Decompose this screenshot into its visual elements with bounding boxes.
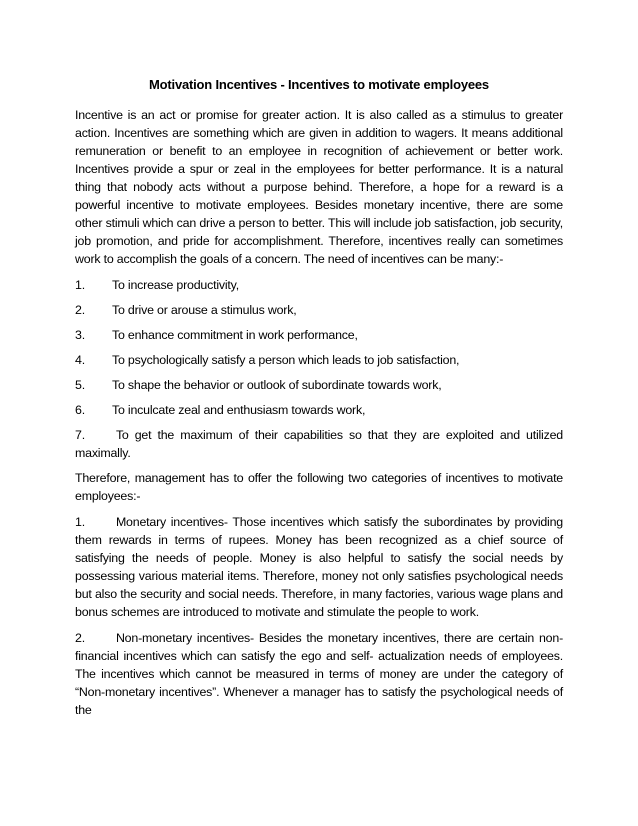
list-item-text: To psychologically satisfy a person which leads to job satisfaction, bbox=[112, 353, 460, 367]
category-number: 2. bbox=[75, 631, 85, 645]
list-item-text: To shape the behavior or outlook of subordinate towards work, bbox=[112, 378, 442, 392]
list-item bbox=[75, 326, 563, 344]
list-item-number: 5. bbox=[75, 378, 85, 392]
intro-paragraph: Incentive is an act or promise for greater action. It is also called as a stimulus to greater action. Incentives are something which are given in addition to wagers. It means additional remuneration or benefit to an employee in recognition of achievement or better work. Incentives provide a spur or zeal in the employees for better performance. It is a natural thing that nobody acts without a purpose behind. Therefore, a hope for a reward is a powerful incentive to motivate employees. Besides monetary incentive, there are some other stimuli which can drive a person to better. This will include job satisfaction, job security, job promotion, and pride for accomplishment. Therefore, incentives really can sometimes work to accomplish the goals of a concern. The need of incentives can be many:- bbox=[75, 108, 563, 266]
category-text: Monetary incentives- Those incentives which satisfy the subordinates by providing them rewards in terms of rupees. Money has been recognized as a chief source of satisfying the needs of people. Money is also helpful to satisfy the social needs by possessing various material items. Therefore, money not only satisfies psychological needs but also the security and social needs. Therefore, in many factories, various wage plans and bonus schemes are introduced to motivate and stimulate the people to work. bbox=[75, 515, 563, 619]
categories-intro-paragraph: Therefore, management has to offer the following two categories of incentives to motivate employees:- bbox=[75, 471, 563, 503]
list-item-number: 2. bbox=[75, 303, 85, 317]
list-item-number: 3. bbox=[75, 328, 85, 342]
list-item bbox=[75, 426, 563, 462]
list-item-text: To increase productivity, bbox=[112, 278, 239, 292]
document-page bbox=[75, 76, 563, 727]
list-item bbox=[75, 401, 563, 419]
category-text: Non-monetary incentives- Besides the monetary incentives, there are certain non-financial incentives which can satisfy the ego and self- actualization needs of employees. The incentives which cannot be measured in terms of money are under the category of “Non-monetary incentives”. Whenever a manager has to satisfy the psychological needs of the bbox=[75, 631, 563, 717]
list-item-text: To drive or arouse a stimulus work, bbox=[112, 303, 297, 317]
document-title: Motivation Incentives - Incentives to motivate employees bbox=[149, 77, 489, 92]
list-item bbox=[75, 376, 563, 394]
list-item-text: To get the maximum of their capabilities so that they are exploited and utilized maximally. bbox=[75, 428, 563, 460]
list-item-number: 1. bbox=[75, 278, 85, 292]
needs-list bbox=[75, 276, 563, 462]
categories-list bbox=[75, 513, 563, 719]
list-item bbox=[75, 301, 563, 319]
list-item-number: 7. bbox=[75, 428, 85, 442]
list-item bbox=[75, 351, 563, 369]
list-item-text: To enhance commitment in work performance, bbox=[112, 328, 358, 342]
list-item-number: 4. bbox=[75, 353, 85, 367]
category-paragraph-monetary bbox=[75, 513, 563, 621]
list-item-text: To inculcate zeal and enthusiasm towards work, bbox=[112, 403, 366, 417]
category-number: 1. bbox=[75, 515, 85, 529]
category-paragraph-non-monetary bbox=[75, 629, 563, 719]
list-item bbox=[75, 276, 563, 294]
list-item-number: 6. bbox=[75, 403, 85, 417]
